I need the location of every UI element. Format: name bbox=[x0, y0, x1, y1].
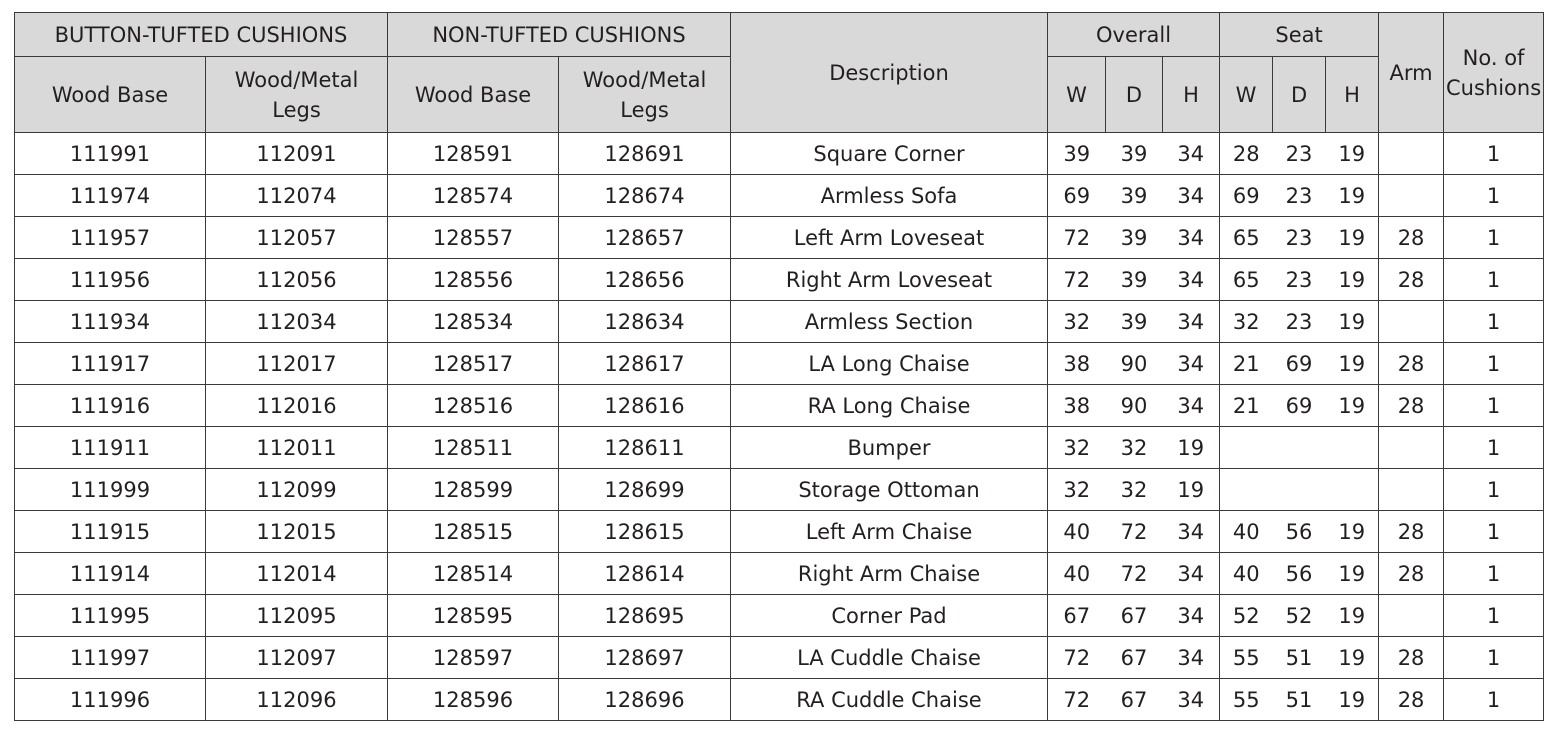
cell-nt-wood-metal-legs: 128634 bbox=[559, 301, 731, 343]
header-overall: Overall bbox=[1048, 13, 1220, 57]
cell-seat-d: 51 bbox=[1273, 679, 1326, 721]
cell-no-of-cushions: 1 bbox=[1444, 469, 1544, 511]
cell-arm bbox=[1379, 175, 1444, 217]
cell-description: Bumper bbox=[731, 427, 1048, 469]
cell-overall-h: 34 bbox=[1163, 133, 1220, 175]
cell-seat-w bbox=[1220, 427, 1273, 469]
header-nt-wood-metal-line2: Legs bbox=[620, 97, 669, 122]
cell-description: LA Long Chaise bbox=[731, 343, 1048, 385]
cell-arm bbox=[1379, 133, 1444, 175]
table-row bbox=[15, 133, 1544, 175]
cell-seat-d: 52 bbox=[1273, 595, 1326, 637]
cell-description: Square Corner bbox=[731, 133, 1048, 175]
table-row bbox=[15, 427, 1544, 469]
cell-overall-d: 39 bbox=[1106, 133, 1163, 175]
cell-nt-wood-metal-legs: 128614 bbox=[559, 553, 731, 595]
cell-description: Right Arm Chaise bbox=[731, 553, 1048, 595]
cell-nt-wood-base: 128595 bbox=[388, 595, 559, 637]
cell-nt-wood-metal-legs: 128674 bbox=[559, 175, 731, 217]
cell-seat-h: 19 bbox=[1326, 343, 1379, 385]
cell-seat-h: 19 bbox=[1326, 637, 1379, 679]
cell-overall-w: 32 bbox=[1048, 427, 1106, 469]
cell-seat-h: 19 bbox=[1326, 217, 1379, 259]
cell-overall-d: 32 bbox=[1106, 427, 1163, 469]
cell-description: Right Arm Loveseat bbox=[731, 259, 1048, 301]
header-bt-wood-metal-line1: Wood/Metal bbox=[234, 67, 359, 92]
cell-overall-h: 34 bbox=[1163, 679, 1220, 721]
cell-nt-wood-metal-legs: 128657 bbox=[559, 217, 731, 259]
cell-seat-d bbox=[1273, 469, 1326, 511]
cell-nt-wood-metal-legs: 128616 bbox=[559, 385, 731, 427]
cell-seat-d: 23 bbox=[1273, 259, 1326, 301]
cell-arm: 28 bbox=[1379, 217, 1444, 259]
cell-no-of-cushions: 1 bbox=[1444, 427, 1544, 469]
table-row bbox=[15, 217, 1544, 259]
cell-nt-wood-base: 128596 bbox=[388, 679, 559, 721]
cell-bt-wood-base: 111917 bbox=[15, 343, 206, 385]
cell-bt-wood-metal-legs: 112099 bbox=[206, 469, 388, 511]
cell-seat-h bbox=[1326, 469, 1379, 511]
cell-bt-wood-metal-legs: 112091 bbox=[206, 133, 388, 175]
cell-seat-w: 32 bbox=[1220, 301, 1273, 343]
cell-overall-h: 19 bbox=[1163, 427, 1220, 469]
cell-no-of-cushions: 1 bbox=[1444, 679, 1544, 721]
cell-bt-wood-base: 111996 bbox=[15, 679, 206, 721]
cell-seat-d: 69 bbox=[1273, 385, 1326, 427]
cell-seat-d: 51 bbox=[1273, 637, 1326, 679]
table-row bbox=[15, 511, 1544, 553]
cell-seat-d: 23 bbox=[1273, 133, 1326, 175]
header-seat-w: W bbox=[1220, 57, 1273, 133]
cell-description: Armless Sofa bbox=[731, 175, 1048, 217]
cell-overall-w: 72 bbox=[1048, 259, 1106, 301]
cell-bt-wood-metal-legs: 112056 bbox=[206, 259, 388, 301]
table-row bbox=[15, 469, 1544, 511]
cell-bt-wood-base: 111995 bbox=[15, 595, 206, 637]
table-row bbox=[15, 595, 1544, 637]
header-nt-wood-metal-line1: Wood/Metal bbox=[582, 67, 707, 92]
cell-seat-w: 69 bbox=[1220, 175, 1273, 217]
cell-no-of-cushions: 1 bbox=[1444, 595, 1544, 637]
cell-description: Left Arm Loveseat bbox=[731, 217, 1048, 259]
cell-seat-h: 19 bbox=[1326, 385, 1379, 427]
cell-nt-wood-metal-legs: 128699 bbox=[559, 469, 731, 511]
cell-overall-w: 69 bbox=[1048, 175, 1106, 217]
header-cushions-line2: Cushions bbox=[1445, 75, 1542, 100]
cell-arm bbox=[1379, 301, 1444, 343]
header-arm: Arm bbox=[1379, 13, 1444, 133]
header-bt-wood-metal-line2: Legs bbox=[272, 97, 321, 122]
cell-bt-wood-base: 111991 bbox=[15, 133, 206, 175]
cell-description: Left Arm Chaise bbox=[731, 511, 1048, 553]
header-seat-h: H bbox=[1326, 57, 1379, 133]
cell-seat-w: 40 bbox=[1220, 553, 1273, 595]
cell-overall-d: 72 bbox=[1106, 511, 1163, 553]
cell-no-of-cushions: 1 bbox=[1444, 637, 1544, 679]
cell-overall-d: 90 bbox=[1106, 343, 1163, 385]
cell-arm: 28 bbox=[1379, 553, 1444, 595]
cell-bt-wood-metal-legs: 112015 bbox=[206, 511, 388, 553]
cell-seat-w: 65 bbox=[1220, 217, 1273, 259]
cell-overall-w: 38 bbox=[1048, 385, 1106, 427]
cell-no-of-cushions: 1 bbox=[1444, 385, 1544, 427]
cell-nt-wood-metal-legs: 128695 bbox=[559, 595, 731, 637]
header-no-of-cushions bbox=[1444, 13, 1544, 133]
cell-overall-d: 39 bbox=[1106, 217, 1163, 259]
cell-bt-wood-metal-legs: 112095 bbox=[206, 595, 388, 637]
cell-description: Corner Pad bbox=[731, 595, 1048, 637]
cell-arm: 28 bbox=[1379, 343, 1444, 385]
cell-description: Armless Section bbox=[731, 301, 1048, 343]
cell-seat-d: 56 bbox=[1273, 511, 1326, 553]
cell-overall-d: 39 bbox=[1106, 301, 1163, 343]
cell-nt-wood-base: 128557 bbox=[388, 217, 559, 259]
cell-overall-d: 90 bbox=[1106, 385, 1163, 427]
cell-nt-wood-base: 128599 bbox=[388, 469, 559, 511]
header-description: Description bbox=[731, 13, 1048, 133]
cell-overall-h: 34 bbox=[1163, 385, 1220, 427]
cell-seat-h: 19 bbox=[1326, 553, 1379, 595]
cell-nt-wood-base: 128591 bbox=[388, 133, 559, 175]
cell-overall-d: 67 bbox=[1106, 637, 1163, 679]
cell-description: RA Cuddle Chaise bbox=[731, 679, 1048, 721]
header-group-row bbox=[15, 13, 1544, 57]
cell-seat-h: 19 bbox=[1326, 511, 1379, 553]
table-row bbox=[15, 301, 1544, 343]
table-row bbox=[15, 259, 1544, 301]
cell-no-of-cushions: 1 bbox=[1444, 301, 1544, 343]
cell-description: LA Cuddle Chaise bbox=[731, 637, 1048, 679]
cell-seat-w: 28 bbox=[1220, 133, 1273, 175]
table-row bbox=[15, 679, 1544, 721]
cell-bt-wood-metal-legs: 112017 bbox=[206, 343, 388, 385]
cell-description: Storage Ottoman bbox=[731, 469, 1048, 511]
cell-nt-wood-metal-legs: 128691 bbox=[559, 133, 731, 175]
table-header bbox=[15, 13, 1544, 133]
cell-seat-w: 65 bbox=[1220, 259, 1273, 301]
cell-seat-h: 19 bbox=[1326, 133, 1379, 175]
cell-seat-w: 52 bbox=[1220, 595, 1273, 637]
cell-seat-h bbox=[1326, 427, 1379, 469]
cell-overall-h: 34 bbox=[1163, 511, 1220, 553]
cell-bt-wood-metal-legs: 112096 bbox=[206, 679, 388, 721]
cell-seat-w: 21 bbox=[1220, 385, 1273, 427]
cell-overall-h: 34 bbox=[1163, 343, 1220, 385]
cell-bt-wood-base: 111957 bbox=[15, 217, 206, 259]
cell-seat-d bbox=[1273, 427, 1326, 469]
cell-seat-d: 69 bbox=[1273, 343, 1326, 385]
cell-seat-h: 19 bbox=[1326, 301, 1379, 343]
cell-arm: 28 bbox=[1379, 385, 1444, 427]
cell-bt-wood-base: 111914 bbox=[15, 553, 206, 595]
product-spec-table bbox=[14, 12, 1544, 721]
header-button-tufted: BUTTON-TUFTED CUSHIONS bbox=[15, 13, 388, 57]
cell-overall-w: 40 bbox=[1048, 553, 1106, 595]
cell-overall-w: 32 bbox=[1048, 469, 1106, 511]
cell-seat-d: 56 bbox=[1273, 553, 1326, 595]
cell-overall-h: 34 bbox=[1163, 175, 1220, 217]
header-seat: Seat bbox=[1220, 13, 1379, 57]
cell-nt-wood-base: 128517 bbox=[388, 343, 559, 385]
header-overall-w: W bbox=[1048, 57, 1106, 133]
cell-nt-wood-base: 128516 bbox=[388, 385, 559, 427]
table-row bbox=[15, 385, 1544, 427]
cell-no-of-cushions: 1 bbox=[1444, 259, 1544, 301]
table-row bbox=[15, 553, 1544, 595]
cell-bt-wood-metal-legs: 112016 bbox=[206, 385, 388, 427]
cell-nt-wood-base: 128556 bbox=[388, 259, 559, 301]
cell-overall-w: 72 bbox=[1048, 217, 1106, 259]
cell-arm: 28 bbox=[1379, 679, 1444, 721]
cell-nt-wood-metal-legs: 128697 bbox=[559, 637, 731, 679]
cell-seat-w: 40 bbox=[1220, 511, 1273, 553]
cell-bt-wood-base: 111915 bbox=[15, 511, 206, 553]
cell-description: RA Long Chaise bbox=[731, 385, 1048, 427]
cell-nt-wood-metal-legs: 128617 bbox=[559, 343, 731, 385]
cell-overall-w: 72 bbox=[1048, 637, 1106, 679]
header-seat-d: D bbox=[1273, 57, 1326, 133]
cell-overall-w: 67 bbox=[1048, 595, 1106, 637]
table-row bbox=[15, 637, 1544, 679]
cell-overall-w: 40 bbox=[1048, 511, 1106, 553]
cell-overall-d: 32 bbox=[1106, 469, 1163, 511]
cell-seat-h: 19 bbox=[1326, 595, 1379, 637]
cell-seat-w: 55 bbox=[1220, 679, 1273, 721]
cell-arm bbox=[1379, 469, 1444, 511]
cell-no-of-cushions: 1 bbox=[1444, 133, 1544, 175]
cell-arm: 28 bbox=[1379, 637, 1444, 679]
header-cushions-line1: No. of bbox=[1462, 45, 1525, 70]
cell-nt-wood-base: 128574 bbox=[388, 175, 559, 217]
cell-seat-h: 19 bbox=[1326, 259, 1379, 301]
cell-overall-d: 72 bbox=[1106, 553, 1163, 595]
cell-no-of-cushions: 1 bbox=[1444, 175, 1544, 217]
cell-no-of-cushions: 1 bbox=[1444, 553, 1544, 595]
cell-bt-wood-base: 111999 bbox=[15, 469, 206, 511]
cell-no-of-cushions: 1 bbox=[1444, 343, 1544, 385]
cell-bt-wood-base: 111956 bbox=[15, 259, 206, 301]
cell-bt-wood-metal-legs: 112011 bbox=[206, 427, 388, 469]
cell-overall-h: 19 bbox=[1163, 469, 1220, 511]
cell-nt-wood-metal-legs: 128656 bbox=[559, 259, 731, 301]
cell-nt-wood-metal-legs: 128696 bbox=[559, 679, 731, 721]
cell-bt-wood-metal-legs: 112034 bbox=[206, 301, 388, 343]
table-row bbox=[15, 175, 1544, 217]
header-overall-d: D bbox=[1106, 57, 1163, 133]
cell-nt-wood-metal-legs: 128615 bbox=[559, 511, 731, 553]
cell-nt-wood-base: 128597 bbox=[388, 637, 559, 679]
cell-overall-w: 32 bbox=[1048, 301, 1106, 343]
header-non-tufted: NON-TUFTED CUSHIONS bbox=[388, 13, 731, 57]
cell-overall-d: 67 bbox=[1106, 595, 1163, 637]
cell-arm bbox=[1379, 595, 1444, 637]
cell-overall-d: 67 bbox=[1106, 679, 1163, 721]
cell-overall-h: 34 bbox=[1163, 553, 1220, 595]
header-overall-h: H bbox=[1163, 57, 1220, 133]
cell-bt-wood-metal-legs: 112057 bbox=[206, 217, 388, 259]
table-row bbox=[15, 343, 1544, 385]
cell-seat-w bbox=[1220, 469, 1273, 511]
cell-no-of-cushions: 1 bbox=[1444, 217, 1544, 259]
cell-overall-h: 34 bbox=[1163, 301, 1220, 343]
cell-seat-h: 19 bbox=[1326, 175, 1379, 217]
cell-bt-wood-metal-legs: 112074 bbox=[206, 175, 388, 217]
cell-no-of-cushions: 1 bbox=[1444, 511, 1544, 553]
header-bt-wood-metal-legs bbox=[206, 57, 388, 133]
cell-seat-d: 23 bbox=[1273, 217, 1326, 259]
cell-bt-wood-base: 111911 bbox=[15, 427, 206, 469]
cell-bt-wood-base: 111916 bbox=[15, 385, 206, 427]
cell-seat-h: 19 bbox=[1326, 679, 1379, 721]
cell-nt-wood-base: 128515 bbox=[388, 511, 559, 553]
cell-seat-w: 21 bbox=[1220, 343, 1273, 385]
cell-bt-wood-base: 111997 bbox=[15, 637, 206, 679]
cell-overall-h: 34 bbox=[1163, 637, 1220, 679]
cell-bt-wood-base: 111974 bbox=[15, 175, 206, 217]
cell-nt-wood-base: 128534 bbox=[388, 301, 559, 343]
cell-bt-wood-base: 111934 bbox=[15, 301, 206, 343]
cell-nt-wood-metal-legs: 128611 bbox=[559, 427, 731, 469]
cell-nt-wood-base: 128511 bbox=[388, 427, 559, 469]
cell-overall-w: 72 bbox=[1048, 679, 1106, 721]
cell-overall-h: 34 bbox=[1163, 217, 1220, 259]
cell-overall-h: 34 bbox=[1163, 595, 1220, 637]
cell-overall-h: 34 bbox=[1163, 259, 1220, 301]
header-nt-wood-metal-legs bbox=[559, 57, 731, 133]
cell-nt-wood-base: 128514 bbox=[388, 553, 559, 595]
cell-arm bbox=[1379, 427, 1444, 469]
cell-bt-wood-metal-legs: 112014 bbox=[206, 553, 388, 595]
cell-bt-wood-metal-legs: 112097 bbox=[206, 637, 388, 679]
cell-overall-d: 39 bbox=[1106, 259, 1163, 301]
cell-overall-w: 38 bbox=[1048, 343, 1106, 385]
header-bt-wood-base: Wood Base bbox=[15, 57, 206, 133]
cell-seat-d: 23 bbox=[1273, 301, 1326, 343]
cell-overall-d: 39 bbox=[1106, 175, 1163, 217]
cell-arm: 28 bbox=[1379, 511, 1444, 553]
header-nt-wood-base: Wood Base bbox=[388, 57, 559, 133]
cell-seat-w: 55 bbox=[1220, 637, 1273, 679]
table-body bbox=[15, 133, 1544, 721]
cell-arm: 28 bbox=[1379, 259, 1444, 301]
cell-overall-w: 39 bbox=[1048, 133, 1106, 175]
cell-seat-d: 23 bbox=[1273, 175, 1326, 217]
